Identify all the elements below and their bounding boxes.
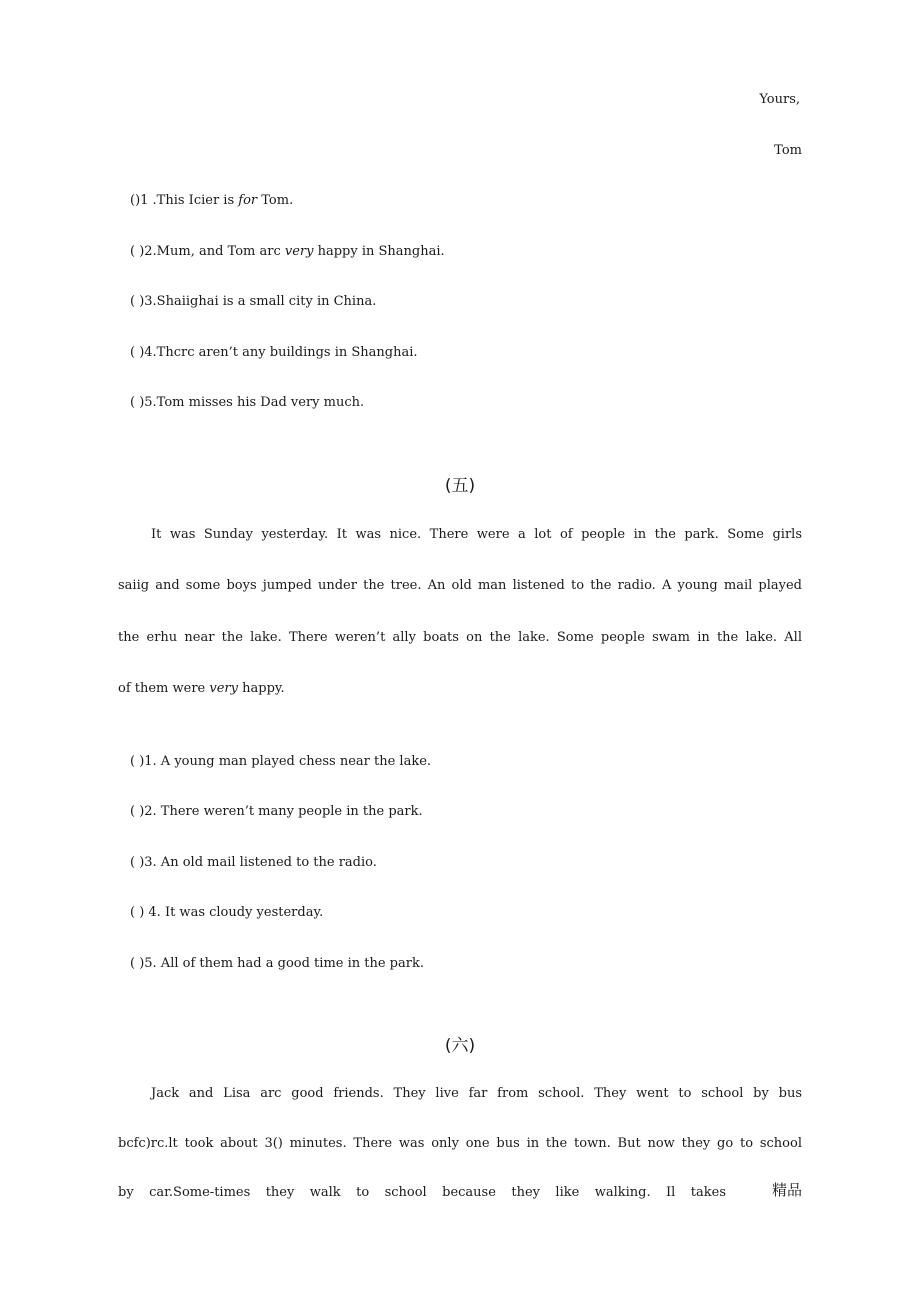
section-heading-6: (六) [444,1036,476,1056]
question-item: ( )1. A young man played chess near the lake. [130,754,432,769]
question-item: ( )5.Tom misses his Dad very much. [130,395,365,410]
question-item: ( )5. All of them had a good time in the park. [130,956,424,971]
passage-line [118,1181,802,1201]
passage-line: the erhu near the lake. There weren’t ally boats on the lake. Some people swam in the lake. All [118,630,802,645]
question-item: ( )3. An old mail listened to the radio. [130,855,377,870]
section-heading-5: (五) [444,476,476,496]
passage-line: It was Sunday yesterday. It was nice. There were a lot of people in the park. Some girls [151,527,802,542]
passage-line: saiig and some boys jumped under the tree. An old man listened to the radio. A young mail played [118,578,802,593]
question-item: ( )3.Shaiighai is a small city in China. [130,294,377,309]
passage-line: Jack and Lisa arc good friends. They live far from school. They went to school by bus [151,1086,802,1101]
passage-line-text: by car.Some-times they walk to school because they like walking. Il takes [118,1185,726,1200]
quality-stamp: 精品 [771,1181,802,1199]
question-item: ( )2. There weren’t many people in the park. [130,804,423,819]
letter-closing: Yours, [759,92,800,107]
question-item: ( )2.Mum, and Tom arc very happy in Shanghai. [130,244,445,259]
question-item: ()1 .This Icier is for Tom. [130,193,294,208]
question-item: ( ) 4. It was cloudy yesterday. [130,905,324,920]
passage-line: bcfc)rc.lt took about 3() minutes. There was only one bus in the town. But now they go to school [118,1136,802,1151]
letter-signature: Tom [774,143,802,158]
question-item: ( )4.Thcrc aren’t any buildings in Shanghai. [130,345,418,360]
passage-line: of them were very happy. [118,681,285,696]
